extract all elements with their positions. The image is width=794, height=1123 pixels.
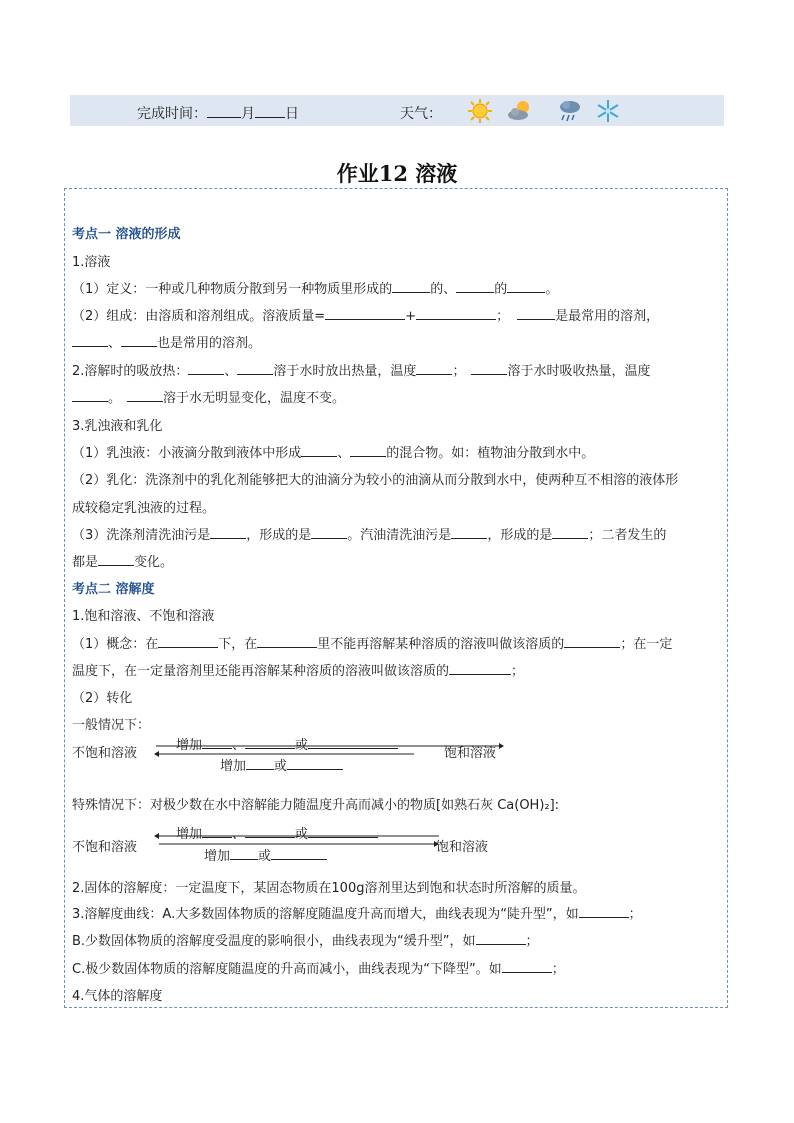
blank [456,279,494,293]
t: 增加 [176,827,203,842]
t: 或 [295,827,309,842]
blank [507,279,545,293]
t: （3）洗涤剂清洗油污是 [72,528,211,543]
blank [127,388,163,402]
t: 3.溶解度曲线：A.大多数固体物质的溶解度随温度升高而增大，曲线表现为“陡升型”，如 [72,907,579,922]
blank [579,904,629,918]
s1-l11 [72,524,666,543]
t: 温度下，在一定量溶剂里还能再溶解某种溶质的溶液叫做该溶质的 [72,664,450,679]
t: ； [628,907,642,922]
t: ；二者发生的 [588,528,667,543]
blank [158,634,218,648]
t: ； [511,664,525,679]
s2-l10 [72,958,565,977]
t: 、 [337,446,351,461]
t: 增加 [204,849,231,864]
s1-l10: 成较稳定乳浊液的过程。 [72,501,216,516]
month-blank [207,103,241,118]
blank [121,333,157,347]
blank [98,552,134,566]
s1-l9: （2）乳化：洗涤剂中的乳化剂能够把大的油滴分为较小的油滴从而分散到水中，使两种互不相溶的液体形 [72,473,679,488]
blank [451,525,487,539]
blank [246,756,274,770]
t: C.极少数固体物质的溶解度随温度的升高而减小，曲线表现为“下降型”。如 [72,962,502,977]
blank [325,306,405,320]
day-blank [255,103,285,118]
completion-time [137,103,299,123]
blank [301,443,337,457]
blank [416,306,496,320]
t: 增加 [220,759,247,774]
general-right-label: 饱和溶液 [444,746,497,761]
t: 或 [258,849,272,864]
blank [502,959,552,973]
s2-l8 [72,903,642,922]
t: ； [452,364,466,379]
s1-l4 [72,332,261,351]
t: 、 [232,827,246,842]
s2-l11: 4.气体的溶解度 [72,989,163,1004]
blank [471,361,507,375]
blank [72,388,108,402]
blank [271,846,327,860]
t: ； [496,309,510,324]
s2-l9 [72,930,539,949]
t: 或 [295,738,309,753]
s2-l3 [72,660,524,679]
t: ，形成的是 [246,528,312,543]
t: 溶于水时放出热量，温度 [273,364,417,379]
blank [311,525,347,539]
page-title: 作业12 溶液 [336,161,458,186]
s2-l7: 2.固体的溶解度：一定温度下，某固态物质在100g溶剂里达到饱和状态时所溶解的质量。 [72,881,586,896]
blank [210,525,246,539]
t: （1）乳浊液：小液滴分散到液体中形成 [72,446,302,461]
t: 溶于水时吸收热量，温度 [507,364,651,379]
s1-l5 [72,360,650,379]
t: ；在一定 [620,637,673,652]
t: ； [551,962,565,977]
blank [237,361,273,375]
blank [188,361,224,375]
blank [416,361,452,375]
t: 是最常用的溶剂， [555,309,660,324]
blank [552,525,588,539]
t: 溶于水无明显变化，温度不变。 [163,391,346,406]
s1-l3 [72,305,659,324]
t: 、 [108,336,122,351]
t: 下，在 [218,637,258,652]
s2-l5: 一般情况下： [72,718,151,733]
special-bottom-label [204,845,327,864]
month-label: 月 [241,106,255,122]
s1-l8 [72,442,594,461]
cloudy-icon [506,97,534,125]
t: 。 [545,282,559,297]
s2-l6: 特殊情况下：对极少数在水中溶解能力随温度升高而减小的物质[如熟石灰 Ca(OH)₂]: [72,798,560,813]
t: 变化。 [134,555,174,570]
t: 的、 [430,282,457,297]
section-1-heading: 考点一 溶液的形成 [72,227,181,242]
day-label: 日 [285,106,299,122]
t: 都是 [72,555,99,570]
general-left-label: 不饱和溶液 [72,746,138,761]
t: （2）组成：由溶质和溶剂组成。溶液质量= [72,309,326,324]
t: 或 [274,759,288,774]
t: （1）定义：一种或几种物质分散到另一种物质里形成的 [72,282,393,297]
t: 。汽油清洗油污是 [347,528,452,543]
s1-l2 [72,278,558,297]
snow-icon [594,97,622,125]
special-left-label: 不饱和溶液 [72,840,138,855]
blank [517,306,555,320]
t: 的 [494,282,508,297]
s1-l6 [72,387,345,406]
s1-l7: 3.乳浊液和乳化 [72,419,163,434]
t: 里不能再溶解某种溶质的溶液叫做该溶质的 [317,637,565,652]
t: B.少数固体物质的溶解度受温度的影响很小，曲线表现为“缓升型”，如 [72,934,476,949]
blank [449,661,511,675]
s2-l1: 1.饱和溶液、不饱和溶液 [72,609,215,624]
t: ； [525,934,539,949]
t: 也是常用的溶剂。 [157,336,262,351]
blank [230,846,258,860]
t: + [405,309,417,324]
t: 2.溶解时的吸放热： [72,364,189,379]
blank [72,333,108,347]
s2-l2 [72,633,672,652]
s1-l12 [72,551,173,570]
s2-l4: （2）转化 [72,691,133,706]
weather-label: 天气： [400,106,442,122]
blank [476,931,526,945]
t: 、 [224,364,238,379]
sun-icon [466,97,494,125]
t: 、 [232,738,246,753]
rain-icon [556,97,584,125]
s1-l1: 1.溶液 [72,255,111,270]
time-label: 完成时间： [137,106,207,122]
blank [350,443,386,457]
general-bottom-label [220,755,343,774]
blank [287,756,343,770]
t: （1）概念：在 [72,637,159,652]
blank [392,279,430,293]
t: ，形成的是 [487,528,553,543]
blank [257,634,317,648]
t: 增加 [176,738,203,753]
header-bar [70,95,724,126]
blank [564,634,620,648]
t: 的混合物。如：植物油分散到水中。 [386,446,595,461]
special-right-label: 饱和溶液 [436,840,489,855]
t: 。 [108,391,122,406]
section-2-heading: 考点二 溶解度 [72,582,155,597]
